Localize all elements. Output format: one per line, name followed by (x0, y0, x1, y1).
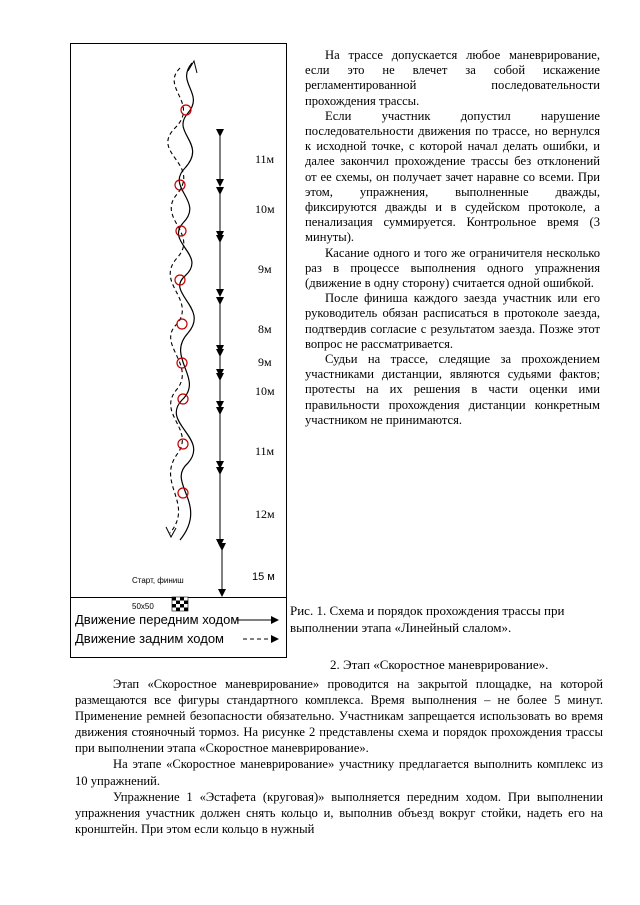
arrow-bottom (166, 527, 176, 537)
distance-label: 8м (258, 322, 272, 336)
cone-marker (181, 105, 191, 115)
paragraph: На этапе «Скоростное маневрирование» участнику предлагается выполнить комплекс из 10 упражнений. (75, 757, 603, 788)
distance-label: 11м (255, 152, 275, 166)
slalom-course-diagram (70, 43, 287, 658)
paragraph: Упражнение 1 «Эстафета (круговая)» выполняется передним ходом. При выполнении упражнения участник должен снять кольцо и, выполнив объезд вокруг стойки, надеть его на кронштейн. При этом если кольцо в нужный (75, 789, 603, 836)
right-column-text (305, 48, 600, 428)
start-finish-label: Старт, финиш (132, 576, 184, 585)
distance-label: 11м (255, 444, 275, 458)
figure-caption: Рис. 1. Схема и порядок прохождения трассы при выполнении этапа «Линейный слалом». (290, 603, 565, 635)
finish-flag-icon (172, 597, 188, 611)
paragraph: Этап «Скоростное маневрирование» проводится на закрытой площадке, на которой размещаются все фигуры стандартного комплекса. Время выполнения – не более 5 минут. Применение ремней безопасности обязательно. Участникам запрещается использовать во время движения стояночный тормоз. На рисунке 2 представлены схема и порядок прохождения трассы при выполнении этапа «Скоростное маневрирование». (75, 677, 603, 756)
paragraph: Если участник допустил нарушение последовательности движения по трассе, но вернулся к исходной точке, с которой начал делать ошибки, и далее закончил прохождение трассы без отклонений от ее схемы, он получает зачет наравне со всеми. При этом, упражнения, выполненные дважды, фиксируются дважды и в судейском протоколе, а пенализация суммируется. Контрольное время (3 минуты). (305, 108, 600, 245)
paragraph: Судьи на трассе, следящие за прохождением участниками дистанции, являются судьями фактов; протесты на их решения в части оценки ими правильности прохождения дистанции конкретным участником не принимаются. (305, 352, 600, 427)
legend-forward-label: Движение передним ходом (75, 612, 240, 627)
distance-label: 9м (258, 262, 272, 276)
paragraph: После финиша каждого заезда участник или его руководитель обязан расписаться в протоколе заезда, подтвердив согласие с результатом заезда. Позже этот вопрос не рассматривается. (305, 291, 600, 351)
distance-label-last: 15 м (252, 571, 275, 583)
distance-label: 10м (255, 384, 275, 398)
cone-marker (178, 488, 188, 498)
cone-marker (178, 439, 188, 449)
distance-label: 10м (255, 202, 275, 216)
cone-marker (177, 319, 187, 329)
forward-path (176, 63, 194, 540)
flag-size-label: 50х50 (132, 602, 154, 611)
paragraph: На трассе допускается любое маневрирование, если это не влечет за собой искажение регламентированной последовательности прохождения трассы. (305, 48, 600, 108)
distance-label: 12м (255, 507, 275, 521)
section-heading: 2. Этап «Скоростное маневрирование». (330, 657, 549, 672)
reverse-path (168, 68, 184, 533)
legend-reverse-label: Движение задним ходом (75, 631, 224, 646)
body-text (75, 676, 603, 837)
paragraph: Касание одного и того же ограничителя несколько раз в процессе выполнения одного упражнения (движение в одну сторону) считается одной ошибкой. (305, 245, 600, 291)
cone-marker (176, 226, 186, 236)
distance-label: 9м (258, 355, 272, 369)
